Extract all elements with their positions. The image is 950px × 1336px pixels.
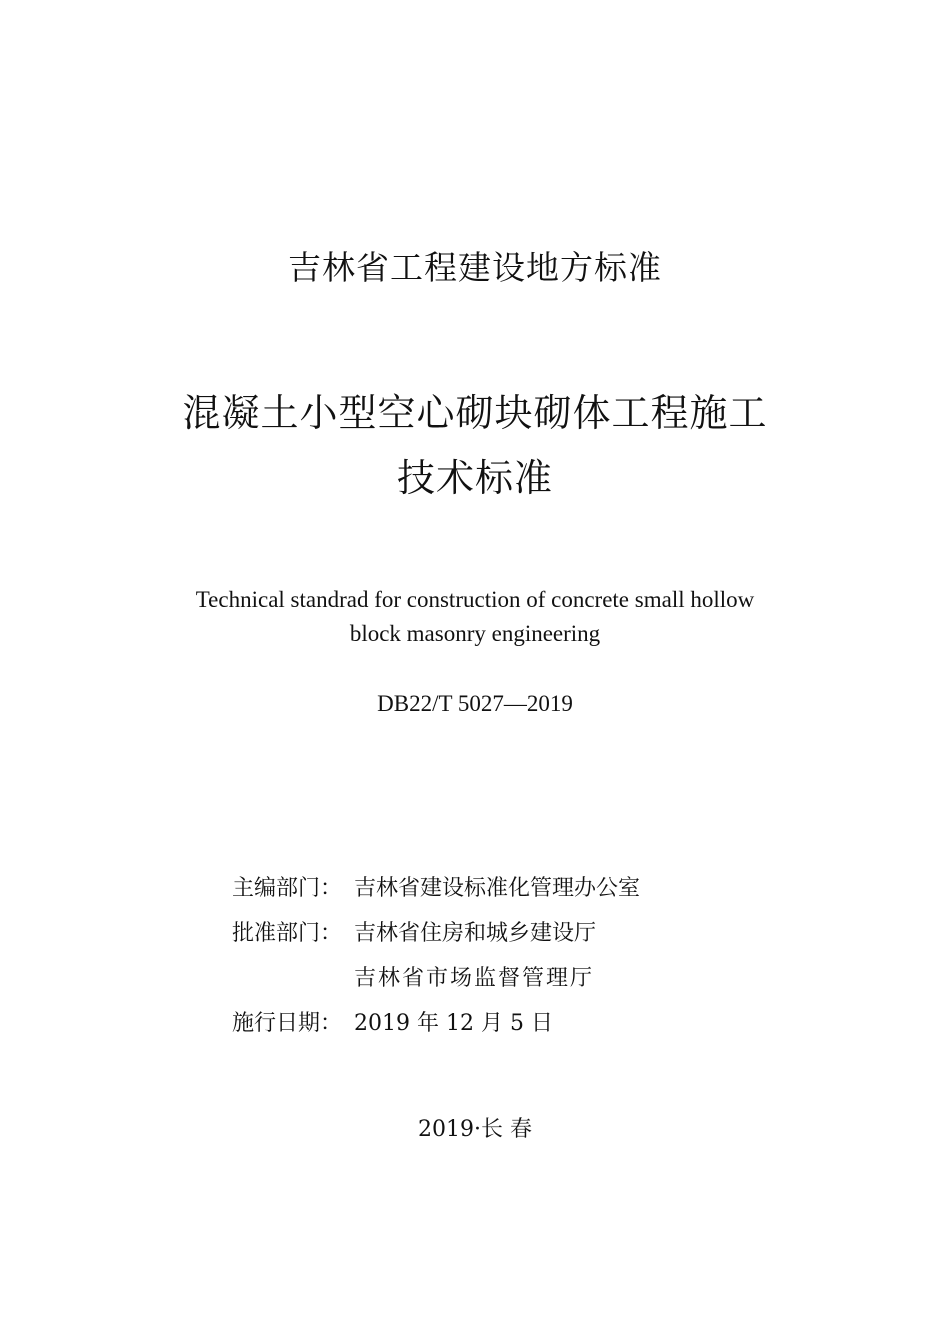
- publication-place-year: 2019·长 春: [418, 1117, 532, 1142]
- effective-date-row: [232, 1008, 553, 1040]
- editor-department-label: 主编部门：: [232, 876, 343, 901]
- effective-date-value: 2019 年 12 月 5 日: [354, 1011, 553, 1036]
- effective-date-label: 施行日期：: [232, 1011, 343, 1036]
- english-title-line-2: block masonry engineering: [349, 621, 601, 646]
- approval-department-value-1: 吉林省住房和城乡建设厅: [354, 921, 597, 946]
- editor-department-row: [232, 873, 640, 905]
- editor-department-value: 吉林省建设标准化管理办公室: [354, 876, 641, 901]
- standard-code: DB22/T 5027—2019: [377, 691, 573, 716]
- english-title-line-1: Technical standrad for construction of concrete small hollow: [195, 587, 755, 612]
- approval-department-value-2: 吉林省市场监督管理厅: [354, 966, 595, 991]
- main-title-line-1: 混凝土小型空心砌块砌体工程施工: [182, 391, 768, 435]
- approval-department-label: 批准部门：: [232, 921, 343, 946]
- approval-department-row: [232, 918, 596, 950]
- main-title-line-2: 技术标准: [396, 456, 553, 500]
- standard-category-title: 吉林省工程建设地方标准: [288, 248, 662, 287]
